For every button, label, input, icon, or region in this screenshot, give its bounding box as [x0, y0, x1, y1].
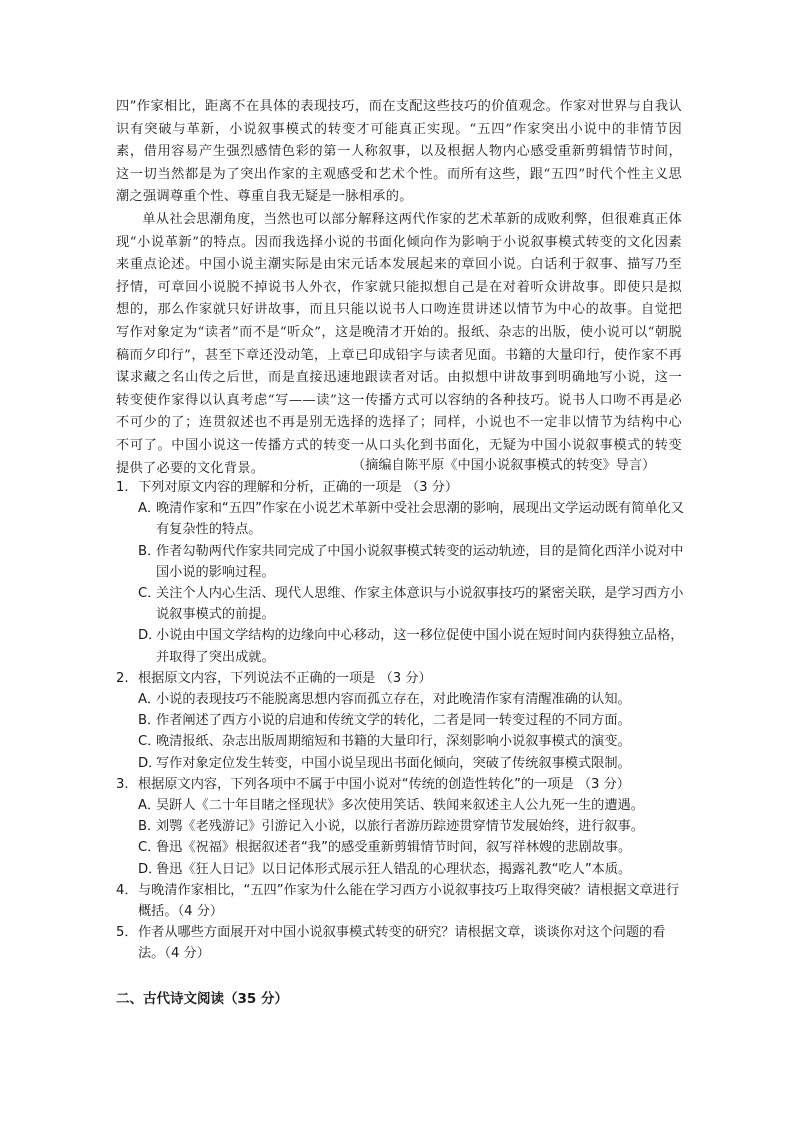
option-letter: B． [138, 543, 161, 559]
option-letter: B． [138, 713, 161, 729]
option-b [138, 816, 686, 837]
passage-paragraph-2: 单从社会思潮角度，当然也可以部分解释这两代作家的艺术革新的成败利弊，但很难真正体现“小说革新”的特点。因而我选择小说的书面化倾向作为影响于小说叙事模式转变的文化因素来重点论述。中国小说主潮实际是由宋元话本发展起来的章回小说。白话利于叙事、描写乃至抒情，可章回小说脱不掉说书人外衣，作家就只能拟想自己是在对着听众讲故事。即使只是拟想的，那么作家就只好讲故事，而且只能以说书人口吻连贯讲述以情节为中心的故事。自觉把写作对象定为“读者”而不是“听众”，这是晚清才开始的。报纸、杂志的出版，使小说可以“朝脱稿而夕印行”，甚至下章还没动笔，上章已印成铅字与读者见面。书籍的大量印行，使作家不再谋求藏之名山传之后世，而是直接迅速地跟读者对话。由拟想中讲故事到明确地写小说，这一转变使作家得以认真考虑“写——读”这一传播方式可以容纳的各种技巧。说书人口吻不再是必不可少的了；连贯叙述也不再是别无选择的选择了；同样，小说也不一定非以情节为结构中心不可了。中国小说这一传播方式的转变一从口头化到书面化，无疑为中国小说叙事模式的转变提供了必要的文化背景。 [116, 211, 682, 476]
question-list [116, 477, 686, 965]
section-title: 二、古代诗文阅读（35 分） [116, 991, 288, 1007]
question-number: 4． [116, 882, 138, 898]
option-letter: D． [138, 755, 162, 771]
option-a [138, 795, 686, 816]
option-c [138, 583, 686, 625]
option-d [138, 859, 686, 880]
question-stem: 根据原文内容，下列各项中不属于中国小说对“传统的创造性转化”的一项是 （3 分） [138, 776, 630, 792]
question-stem: 作者从哪些方面展开对中国小说叙事模式转变的研究？请根据文章，谈谈你对这个问题的看法。（4 分） [138, 925, 666, 962]
option-text: 吴趼人《二十年目睹之怪现状》多次使用笑话、轶闻来叙述主人公九死一生的遭遇。 [156, 798, 644, 814]
option-d [138, 753, 686, 774]
option-text: 晚清报纸、杂志出版周期缩短和书籍的大量印行，深刻影响小说叙事模式的演变。 [156, 734, 631, 750]
question-stem: 根据原文内容，下列说法不正确的一项是 （3 分） [138, 670, 432, 686]
question-number: 5． [116, 925, 138, 941]
option-text: 小说的表现技巧不能脱离思想内容而孤立存在，对此晚清作家有清醒准确的认知。 [156, 692, 631, 708]
option-text: 刘鹗《老残游记》引游记入小说，以旅行者游历踪迹贯穿情节发展始终，进行叙事。 [156, 819, 644, 835]
option-a [138, 498, 686, 540]
option-text: 鲁迅《狂人日记》以日记体形式展示狂人错乱的心理状态，揭露礼教“吃人”本质。 [156, 861, 632, 877]
option-text: 写作对象定位发生转变，中国小说呈现出书面化倾向，突破了传统叙事模式限制。 [156, 755, 631, 771]
question-1 [116, 477, 686, 668]
option-text: 作者阐述了西方小说的启迪和传统文学的转化，二者是同一转变过程的不同方面。 [156, 713, 631, 729]
option-a [138, 689, 686, 710]
option-text: 作者勾勒两代作家共同完成了中国小说叙事模式转变的运动轨迹，目的是简化西洋小说对中国小说的影响过程。 [156, 543, 684, 580]
question-number: 2. [116, 670, 129, 686]
question-stem: 下列对原文内容的理解和分析，正确的一项是 （3 分） [138, 480, 459, 495]
question-stem: 与晚清作家相比，“五四”作家为什么能在学习西方小说叙事技巧上取得突破？请根据文章进行概括。（4 分） [138, 882, 680, 920]
option-letter: D． [138, 861, 162, 877]
question-5 [116, 922, 686, 964]
option-d [138, 625, 686, 667]
option-text: 关注个人内心生活、现代人思维、作家主体意识与小说叙事技巧的紧密关联，是学习西方小说叙事模式的前提。 [156, 586, 684, 623]
question-2 [116, 668, 686, 774]
option-letter: C． [138, 734, 161, 750]
passage-paragraph-1: 四”作家相比，距离不在具体的表现技巧，而在支配这些技巧的价值观念。作家对世界与自我认识有突破与革新，小说叙事模式的转变才可能真正实现。“五四”作家突出小说中的非情节因素，借用容易产生强烈感情色彩的第一人称叙事，以及根据人物内心感受重新剪辑情节时间，这一切当然都是为了突出作家的主观感受和艺术个性。而所有这些，跟“五四”时代个性主义思潮之强调尊重个性、尊重自我无疑是一脉相承的。 [116, 99, 682, 205]
reading-passage [116, 96, 682, 480]
option-text: 小说由中国文学结构的边缘向中心移动，这一移位促使中国小说在短时间内获得独立品格，并取得了突出成就。 [156, 628, 684, 665]
option-text: 晚清作家和“五四”作家在小说艺术革新中受社会思潮的影响，展现出文学运动既有简单化又有复杂性的特点。 [156, 501, 684, 538]
option-letter: C． [138, 586, 161, 602]
question-4 [116, 880, 686, 922]
option-letter: B． [138, 819, 161, 835]
option-letter: C． [138, 840, 161, 856]
option-letter: D． [138, 628, 162, 644]
question-3 [116, 774, 686, 880]
option-b [138, 541, 686, 583]
option-c [138, 837, 686, 858]
option-letter: A． [138, 501, 161, 517]
option-letter: A． [138, 692, 161, 708]
option-letter: A． [138, 798, 161, 814]
question-number: 1. [116, 480, 129, 495]
question-number: 3. [116, 776, 129, 792]
option-c [138, 731, 686, 752]
passage-source: （摘编自陈平原《中国小说叙事模式的转变》导言） [352, 458, 656, 473]
option-b [138, 710, 686, 731]
option-text: 鲁迅《祝福》根据叙述者“我”的感受重新剪辑情节时间，叙写祥林嫂的悲剧故事。 [156, 840, 632, 856]
